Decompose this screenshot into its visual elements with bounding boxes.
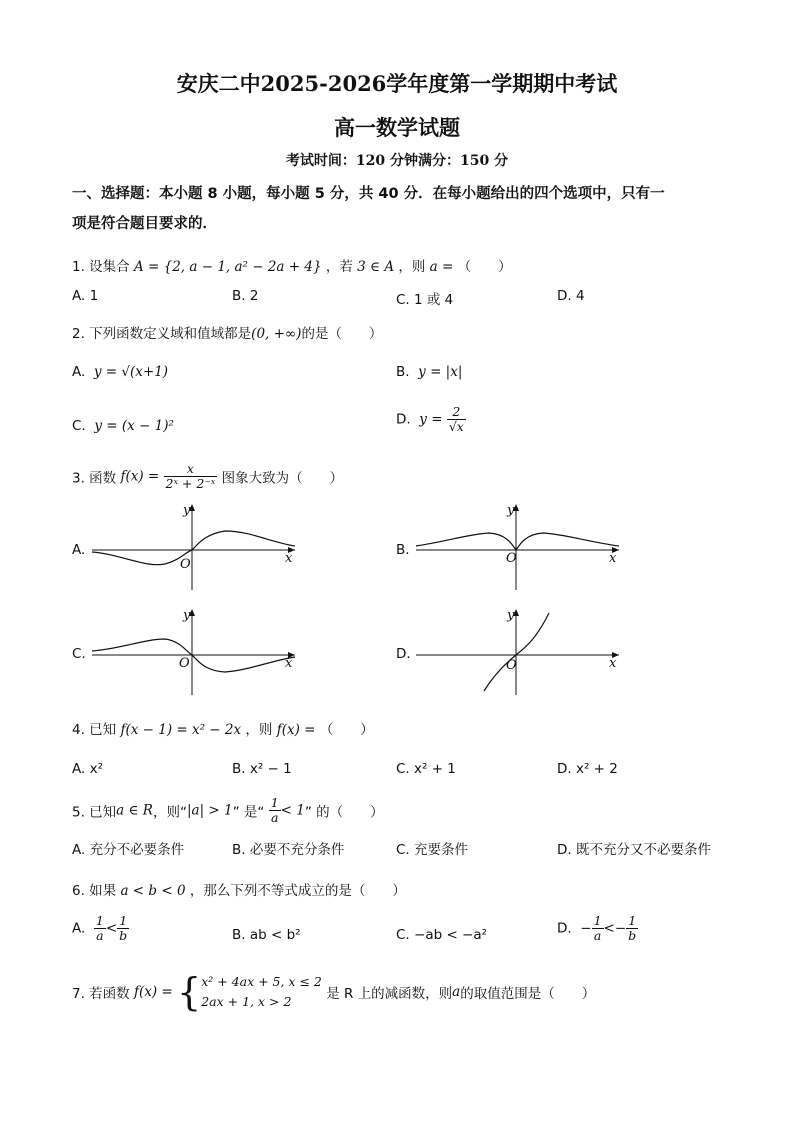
q1-option-c[interactable]: C. 1 或 4 [396, 292, 454, 308]
q6-d-frac-left [592, 914, 604, 943]
q2-prefix: 2. 下列函数定义域和值域都是 [72, 326, 252, 342]
q4-prefix: 4. 已知 [72, 722, 117, 738]
x-label: x [609, 656, 617, 671]
q2-option-c-label: C. [72, 418, 86, 434]
q6-d-frac-right [626, 914, 638, 943]
question-4 [72, 718, 374, 738]
q2-interval: (0, +∞) [251, 326, 302, 342]
exam-info: 考试时间：120 分钟满分：150 分 [285, 153, 509, 169]
q2-option-d-den: √x [448, 419, 464, 434]
origin-label: O [179, 656, 190, 671]
q3-option-a-label[interactable]: A. [72, 542, 86, 558]
q5-mid2: ” 是“ [232, 804, 265, 821]
q6-d-minus-left: − [580, 920, 592, 937]
q6-d-right-num: 1 [626, 914, 638, 929]
q3-option-b-label[interactable]: B. [396, 542, 410, 558]
q6-option-d-label: D. [557, 920, 572, 937]
q3-num: x [164, 462, 218, 477]
q1-tail: （ ） [457, 259, 512, 275]
curve [416, 533, 619, 550]
q1-mid2: ，则 [398, 259, 426, 275]
q6-a-left-den: a [96, 928, 104, 943]
q6-option-a-label: A. [72, 920, 86, 937]
question-3 [72, 462, 343, 491]
q4-option-b[interactable]: B. x² − 1 [232, 761, 292, 777]
q7-lhs: f(x) = [133, 984, 173, 1000]
y-label: y [183, 503, 191, 518]
y-label: y [507, 503, 515, 518]
q5-option-a[interactable]: A. 充分不必要条件 [72, 842, 185, 858]
q3-lhs: f(x) = [120, 468, 160, 485]
brace-icon: { [177, 970, 202, 1014]
question-1 [72, 255, 512, 275]
q1-prefix: 1. 设集合 [72, 259, 130, 275]
q7-prefix: 7. 若函数 [72, 986, 130, 1002]
q7-var: a [452, 984, 461, 1000]
q3-graph-a[interactable] [90, 498, 305, 593]
q5-option-c[interactable]: C. 充要条件 [396, 842, 469, 858]
q1-option-d[interactable]: D. 4 [557, 288, 585, 304]
q7-cases [201, 972, 322, 1012]
q4-option-c[interactable]: C. x² + 1 [396, 761, 456, 777]
q6-a-right-num: 1 [117, 914, 129, 929]
q1-ask: a = [429, 259, 454, 275]
curve [92, 531, 295, 565]
q3-suffix: 图象大致为（ ） [221, 470, 344, 487]
q1-mid: ，若 [325, 259, 353, 275]
q5-prefix: 5. 已知 [72, 804, 117, 821]
q6-option-b[interactable]: B. ab < b² [232, 927, 301, 943]
q5-fraction [269, 796, 281, 825]
origin-label: O [506, 658, 517, 673]
q6-d-left-num: 1 [593, 913, 602, 928]
q5-option-b[interactable]: B. 必要不充分条件 [232, 842, 345, 858]
q5-tail: ” 的（ ） [304, 804, 384, 821]
q6-d-left-den: a [593, 928, 602, 943]
q6-d-right-den: b [628, 928, 637, 943]
section-heading-line1: 一、选择题：本小题 8 小题，每小题 5 分，共 40 分．在每小题给出的四个选项中，只有一 [72, 186, 665, 202]
q1-option-a[interactable]: A. 1 [72, 288, 99, 304]
question-6 [72, 879, 406, 899]
q5-p: |a| > 1 [186, 802, 233, 819]
section-heading-line2: 项是符合题目要求的． [72, 216, 217, 232]
q2-option-b-expr: y = |x| [418, 364, 463, 380]
y-label: y [183, 608, 191, 623]
exam-title: 安庆二中2025-2026学年度第一学期期中考试 [176, 71, 618, 96]
q7-case2: 2ax + 1, x > 2 [201, 994, 292, 1009]
q6-a-left-num: 1 [95, 913, 104, 928]
q3-graph-c[interactable] [90, 603, 305, 698]
q6-d-lt: < [603, 920, 615, 937]
q5-den: a [270, 810, 279, 825]
q4-expr: f(x − 1) = x² − 2x [120, 722, 242, 738]
q2-option-c[interactable] [72, 418, 174, 434]
q2-option-d-fraction [447, 405, 466, 434]
q3-option-d-label[interactable]: D. [396, 646, 411, 662]
q3-graph-b[interactable] [414, 498, 629, 593]
q3-graph-d[interactable] [414, 603, 629, 698]
q3-option-c-label[interactable]: C. [72, 646, 86, 662]
q4-tail: （ ） [319, 722, 374, 738]
origin-label: O [180, 557, 191, 572]
x-label: x [609, 551, 617, 566]
q2-suffix: 的是（ ） [301, 326, 383, 342]
q2-option-d[interactable] [396, 405, 466, 434]
q6-prefix: 6. 如果 [72, 883, 117, 899]
x-label: x [285, 551, 293, 566]
q2-option-d-label: D. [396, 411, 411, 428]
question-5 [72, 796, 384, 825]
q6-a-frac-right [117, 914, 129, 943]
q4-mid: ，则 [245, 722, 273, 738]
q5-cond: a ∈ R [116, 802, 153, 819]
q2-option-d-lhs: y = [419, 411, 443, 428]
q6-option-c[interactable]: C. −ab < −a² [396, 927, 488, 943]
q5-mid: ，则“ [152, 804, 187, 821]
q6-cond: a < b < 0 [120, 883, 186, 899]
q6-suffix: ，那么下列不等式成立的是（ ） [189, 883, 406, 899]
q5-q-tail: < 1 [280, 802, 305, 819]
q1-set: A = {2, a − 1, a² − 2a + 4} [133, 259, 322, 275]
q6-a-lt: < [105, 920, 118, 937]
exam-subtitle: 高一数学试题 [334, 115, 460, 140]
q5-num: 1 [270, 795, 279, 810]
x-label: x [285, 656, 293, 671]
q6-a-frac-left [94, 914, 106, 943]
y-label: y [507, 608, 515, 623]
q2-option-b[interactable] [396, 364, 462, 380]
q4-option-d[interactable]: D. x² + 2 [557, 761, 618, 777]
q6-option-d[interactable] [557, 914, 638, 943]
q7-suffix2: 的取值范围是（ ） [460, 986, 596, 1002]
q2-option-d-num: 2 [447, 405, 466, 420]
q2-option-a-label: A. [72, 364, 86, 380]
q6-a-right-den: b [119, 928, 128, 943]
q2-option-a-expr: y = √(x+1) [93, 364, 169, 380]
q6-option-a[interactable] [72, 914, 129, 943]
question-2 [72, 322, 382, 342]
question-7 [72, 972, 595, 1012]
q1-cond: 3 ∈ A [357, 259, 395, 275]
q4-ask: f(x) = [276, 722, 316, 738]
q6-d-minus-right: − [614, 920, 627, 937]
q3-den: 2ˣ + 2⁻ˣ [165, 476, 216, 491]
q7-case1: x² + 4ax + 5, x ≤ 2 [201, 974, 322, 989]
q2-option-b-label: B. [396, 364, 410, 380]
q7-suffix: 是 R 上的减函数，则 [326, 986, 453, 1002]
q4-option-a[interactable]: A. x² [72, 761, 103, 777]
q3-fraction [164, 462, 218, 491]
q5-option-d[interactable]: D. 既不充分又不必要条件 [557, 842, 711, 858]
q2-option-a[interactable] [72, 364, 168, 380]
q1-option-b[interactable]: B. 2 [232, 288, 259, 304]
q2-option-c-expr: y = (x − 1)² [94, 418, 174, 434]
q3-prefix: 3. 函数 [72, 470, 117, 487]
origin-label: O [506, 551, 517, 566]
